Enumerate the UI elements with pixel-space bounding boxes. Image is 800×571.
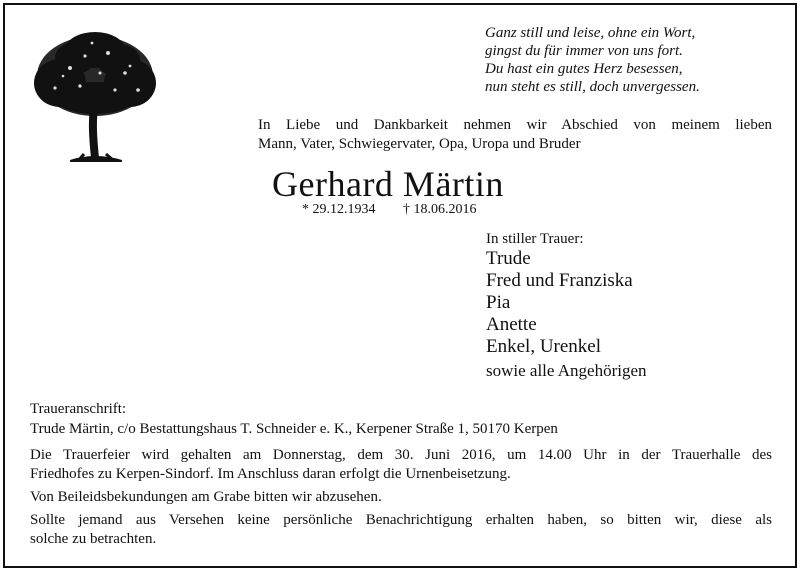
mourners-heading: In stiller Trauer: [486,231,584,247]
poem-line: Ganz still und leise, ohne ein Wort, [485,25,696,41]
poem-line: gingst du für immer von uns fort. [485,43,683,59]
notice-line: Die Trauerfeier wird gehalten am Donnerstag, dem 30. Juni 2016, um 14.00 Uhr in der Trauerhalle des [30,447,772,463]
mourners-closing: sowie alle Angehörigen [486,361,647,380]
notice-line: solche zu betrachten. [30,531,157,547]
mourner-name: Fred und Franziska [486,270,633,291]
farewell-intro [258,116,772,154]
poem-line: Du hast ein gutes Herz besessen, [485,61,683,77]
notice-line: Friedhofes zu Kerpen-Sindorf. Im Anschluss daran erfolgt die Urnenbeisetzung. [30,466,511,482]
tree-icon [30,28,160,168]
ceremony-notice [30,446,772,484]
intro-line: In Liebe und Dankbarkeit nehmen wir Abschied von meinem lieben [258,117,772,133]
mourner-name: Pia [486,292,511,313]
poem [485,24,785,96]
mourners-list [486,230,647,382]
notification-notice [30,511,772,549]
condolence-notice: Von Beileidsbekundungen am Grabe bitten wir abzusehen. [30,489,382,505]
address-value: Trude Märtin, c/o Bestattungshaus T. Schneider e. K., Kerpener Straße 1, 50170 Kerpen [30,421,558,437]
notice-line: Sollte jemand aus Versehen keine persönliche Benachrichtigung erhalten haben, so bitten wir, diese als [30,512,772,528]
life-dates [302,202,477,218]
address-label: Traueranschrift: [30,401,127,417]
intro-line: Mann, Vater, Schwiegervater, Opa, Uropa und Bruder [258,136,581,152]
mourner-name: Trude [486,248,531,269]
deceased-name: Gerhard Märtin [272,164,504,204]
mourner-name: Enkel, Urenkel [486,336,602,357]
birth-date: * 29.12.1934 [302,202,376,217]
death-date: † 18.06.2016 [403,202,477,217]
mourning-address [30,399,772,439]
notices [30,446,772,549]
poem-line: nun steht es still, doch unvergessen. [485,79,700,95]
mourner-name: Anette [486,314,537,335]
